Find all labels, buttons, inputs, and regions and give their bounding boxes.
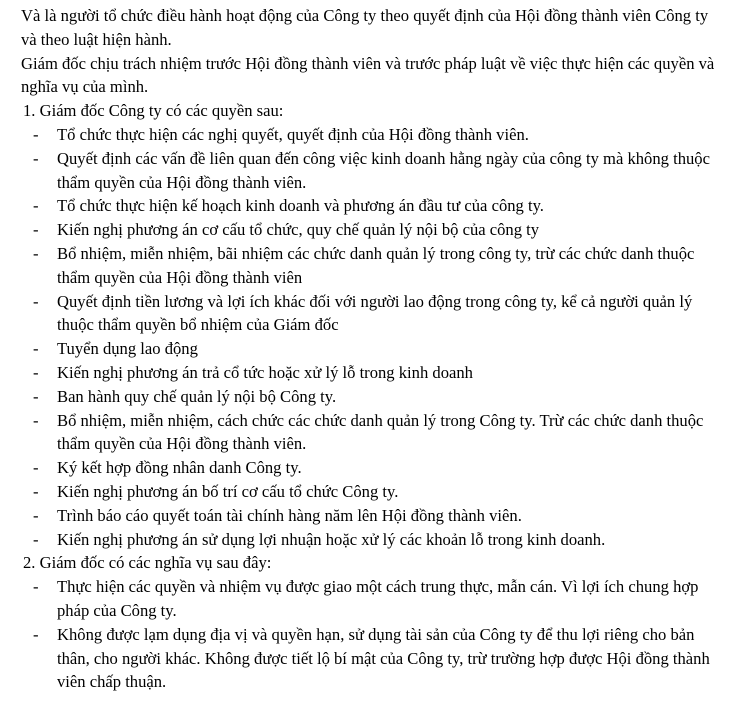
section-2-heading: 2. Giám đốc có các nghĩa vụ sau đây: (23, 553, 272, 573)
list-item (21, 504, 721, 528)
list-item (21, 242, 721, 290)
list-item-text: Trình báo cáo quyết toán tài chính hàng năm lên Hội đồng thành viên. (57, 505, 522, 525)
bullet-dash: - (33, 577, 39, 597)
list-item (21, 123, 721, 147)
bullet-dash: - (33, 196, 39, 216)
bullet-dash: - (33, 481, 39, 501)
list-item (21, 194, 721, 218)
bullet-dash: - (33, 339, 39, 359)
list-item-text: Kiến nghị phương án trả cổ tức hoặc xử lý lỗ trong kinh doanh (57, 362, 473, 382)
section-1-heading: 1. Giám đốc Công ty có các quyền sau: (23, 101, 284, 121)
list-item (21, 385, 721, 409)
bullet-dash: - (33, 505, 39, 525)
document-body (21, 4, 721, 694)
list-item-text: Ký kết hợp đồng nhân danh Công ty. (57, 458, 302, 478)
list-item (21, 456, 721, 480)
list-item (21, 528, 721, 552)
intro-paragraph-1: Và là người tổ chức điều hành hoạt động của Công ty theo quyết định của Hội đồng thành viên Công ty và theo luật hiện hành. (21, 6, 709, 49)
intro-paragraph-2: Giám đốc chịu trách nhiệm trước Hội đồng thành viên và trước pháp luật về việc thực hiện các quyền và nghĩa vụ của mình. (21, 53, 715, 97)
bullet-dash: - (33, 148, 39, 168)
list-item-text: Thực hiện các quyền và nhiệm vụ được giao một cách trung thực, mẫn cán. Vì lợi ích chung hợp pháp của Công ty. (57, 577, 699, 620)
list-item-text: Tổ chức thực hiện kế hoạch kinh doanh và phương án đầu tư của công ty. (57, 196, 544, 216)
bullet-dash: - (33, 291, 39, 311)
bullet-dash: - (33, 529, 39, 549)
bullet-dash: - (33, 243, 39, 263)
bullet-dash: - (33, 458, 39, 478)
list-item-text: Kiến nghị phương án sử dụng lợi nhuận hoặc xử lý các khoản lỗ trong kinh doanh. (57, 529, 606, 549)
list-item (21, 361, 721, 385)
list-item-text: Kiến nghị phương án cơ cấu tổ chức, quy chế quản lý nội bộ của công ty (57, 220, 540, 240)
section-2-list (21, 575, 721, 694)
bullet-dash: - (33, 386, 39, 406)
list-item-text: Quyết định các vấn đề liên quan đến công việc kinh doanh hằng ngày của công ty mà không thuộc thẩm quyền của Hội đồng thành viên. (57, 148, 710, 192)
bullet-dash: - (33, 362, 39, 382)
section-1-list (21, 123, 721, 551)
list-item (21, 337, 721, 361)
list-item-text: Không được lạm dụng địa vị và quyền hạn, sử dụng tài sản của Công ty để thu lợi riêng cho bản thân, cho người khác. Không được tiết lộ bí mật của Công ty, trừ trường hợp được Hội đồng thành viên chấp thuận. (57, 624, 710, 692)
list-item-text: Ban hành quy chế quản lý nội bộ Công ty. (57, 386, 337, 406)
list-item (21, 409, 721, 457)
bullet-dash: - (33, 410, 39, 430)
list-item-text: Tuyển dụng lao động (57, 339, 198, 359)
bullet-dash: - (33, 624, 39, 644)
list-item (21, 147, 721, 195)
list-item (21, 575, 721, 623)
list-item-text: Bổ nhiệm, miễn nhiệm, bãi nhiệm các chức danh quản lý trong công ty, trừ các chức danh thuộc thẩm quyền của Hội đồng thành viên (57, 243, 695, 287)
bullet-dash: - (33, 220, 39, 240)
list-item-text: Bổ nhiệm, miễn nhiệm, cách chức các chức danh quản lý trong Công ty. Trừ các chức danh thuộc thẩm quyền của Hội đồng thành viên. (57, 410, 704, 454)
list-item (21, 290, 721, 338)
list-item-text: Tổ chức thực hiện các nghị quyết, quyết định của Hội đồng thành viên. (57, 124, 529, 144)
list-item-text: Kiến nghị phương án bố trí cơ cấu tổ chức Công ty. (57, 481, 399, 501)
list-item (21, 480, 721, 504)
bullet-dash: - (33, 124, 39, 144)
list-item (21, 623, 721, 694)
list-item (21, 218, 721, 242)
list-item-text: Quyết định tiền lương và lợi ích khác đối với người lao động trong công ty, kể cả người quản lý thuộc thẩm quyền bổ nhiệm của Giám đốc (57, 291, 693, 335)
